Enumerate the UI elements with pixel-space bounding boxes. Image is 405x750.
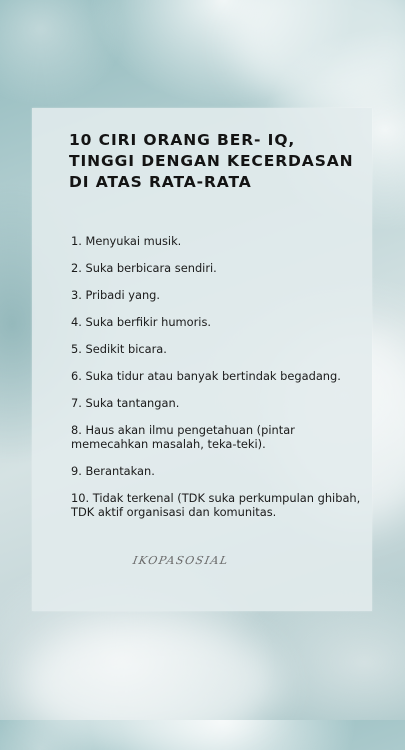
list-item: 5. Sedikit bicara. (71, 342, 167, 356)
list-item: 9. Berantakan. (71, 464, 155, 478)
page-title: 10 CIRI ORANG BER- IQ, TINGGI DENGAN KECERDASAN DI ATAS RATA-RATA (69, 131, 354, 191)
signature-watermark: IKOPASOSIAL (131, 554, 230, 567)
background-cloud (20, 620, 280, 750)
list-item: 7. Suka tantangan. (71, 396, 180, 410)
list-item: 6. Suka tidur atau banyak bertindak begadang. (71, 369, 341, 383)
traits-list (71, 234, 361, 532)
list-item: 2. Suka berbicara sendiri. (71, 261, 217, 275)
list-item: 4. Suka berfikir humoris. (71, 315, 212, 329)
background-cloud (230, 0, 405, 110)
list-item: 1. Menyukai musik. (71, 234, 182, 248)
list-item: 8. Haus akan ilmu pengetahuan (pintar memecahkan masalah, teka-teki). (71, 423, 295, 451)
list-item: 3. Pribadi yang. (71, 288, 161, 302)
list-item: 10. Tidak terkenal (TDK suka perkumpulan ghibah, TDK aktif organisasi dan komunitas. (71, 491, 361, 519)
